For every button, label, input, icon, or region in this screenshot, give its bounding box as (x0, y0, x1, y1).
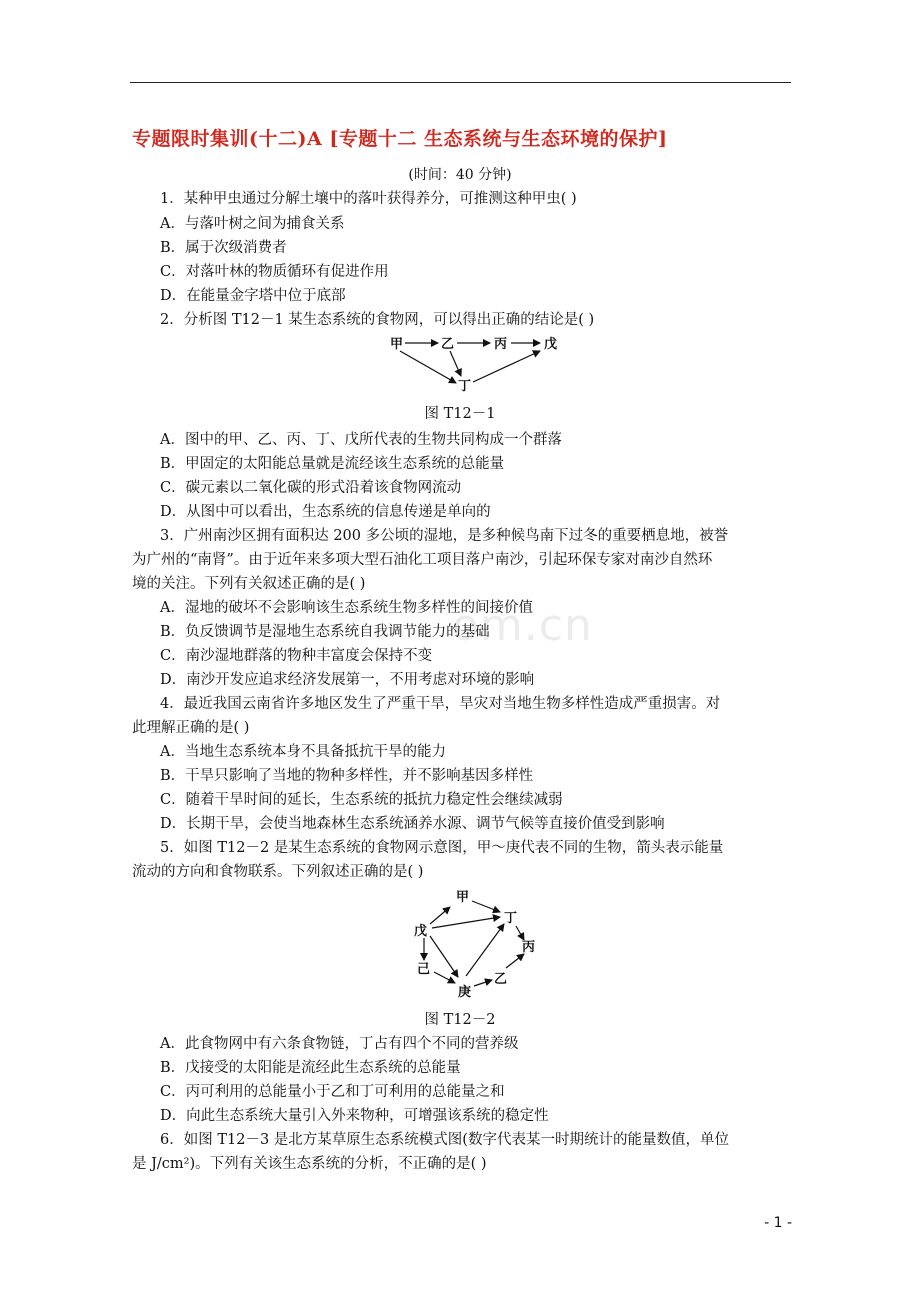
q5-option-d: D．向此生态系统大量引入外来物种，可增强该系统的稳定性 (160, 1108, 549, 1124)
q5-stem-line-2: 流动的方向和食物联系。下列叙述正确的是( ) (132, 864, 424, 880)
arrow-jia-ding (400, 351, 456, 383)
header-rule (130, 82, 791, 83)
q2-option-d: D．从图中可以看出，生态系统的信息传递是单向的 (160, 504, 491, 520)
page-title: 专题限时集训(十二)A [专题十二 生态系统与生态环境的保护] (132, 128, 668, 150)
node2-jia: 甲 (456, 890, 470, 905)
node-wu: 戊 (544, 337, 558, 352)
q3-stem-line-2: 为广州的“南肾”。由于近年来多项大型石油化工项目落户南沙，引起环保专家对南沙自然环 (132, 552, 713, 568)
q3-option-b: B．负反馈调节是湿地生态系统自我调节能力的基础 (160, 624, 490, 640)
q4-option-c: C．随着干旱时间的延长，生态系统的抵抗力稳定性会继续减弱 (160, 792, 563, 808)
q6-stem-line-1: 6．如图 T12－3 是北方某草原生态系统模式图(数字代表某一时期统计的能量数值，单位 (160, 1132, 729, 1148)
q3-option-a: A．湿地的破坏不会影响该生态系统生物多样性的间接价值 (160, 600, 533, 616)
node2-wu: 戊 (414, 924, 428, 939)
node-yi: 乙 (441, 337, 455, 352)
arrow-jia-ding (472, 901, 500, 912)
q2-stem: 2．分析图 T12－1 某生态系统的食物网，可以得出正确的结论是( ) (160, 312, 595, 328)
q4-option-a: A．当地生态系统本身不具备抵抗干旱的能力 (160, 744, 446, 760)
q2-option-c: C．碳元素以二氧化碳的形式沿着该食物网流动 (160, 480, 462, 496)
q4-stem-line-1: 4．最近我国云南省许多地区发生了严重干旱，旱灾对当地生物多样性造成严重损害。对 (160, 696, 721, 712)
q1-option-d: D．在能量金字塔中位于底部 (160, 288, 346, 304)
food-web-figure-1 (380, 328, 570, 394)
arrow-ding-wu (473, 351, 540, 382)
node-bing: 丙 (494, 337, 508, 352)
q3-stem-line-3: 境的关注。下列有关叙述正确的是( ) (132, 576, 366, 592)
node2-ji: 己 (417, 962, 431, 977)
node2-bing: 丙 (522, 940, 536, 955)
arrow-yi-bing (506, 954, 524, 968)
q6-stem-line-2: 是 J/cm²)。下列有关该生态系统的分析，不正确的是( ) (132, 1156, 487, 1172)
node-ding: 丁 (458, 379, 472, 394)
q1-option-c: C．对落叶林的物质循环有促进作用 (160, 264, 389, 280)
arrow-wu-geng (430, 936, 458, 977)
q3-option-c: C．南沙湿地群落的物种丰富度会保持不变 (160, 648, 433, 664)
arrow-wu-jia (430, 907, 450, 924)
arrow-ding-bing (516, 926, 524, 940)
q4-option-b: B．干旱只影响了当地的物种多样性，并不影响基因多样性 (160, 768, 534, 784)
time-limit: (时间：40 分钟) (408, 167, 512, 183)
q3-stem-line-1: 3．广州南沙区拥有面积达 200 多公顷的湿地，是多种候鸟南下过冬的重要栖息地，被誉 (160, 528, 729, 544)
q5-stem-line-1: 5．如图 T12－2 是某生态系统的食物网示意图，甲～庚代表不同的生物，箭头表示能量 (160, 840, 724, 856)
food-web-figure-2 (400, 884, 550, 1002)
q4-stem-line-2: 此理解正确的是( ) (132, 720, 250, 736)
node2-geng: 庚 (458, 985, 472, 1000)
q1-option-a: A．与落叶树之间为捕食关系 (160, 216, 345, 232)
node2-yi: 乙 (494, 972, 508, 987)
q5-option-a: A．此食物网中有六条食物链，丁占有四个不同的营养级 (160, 1036, 519, 1052)
arrow-geng-ding (466, 924, 504, 976)
arrow-yi-ding (450, 351, 461, 376)
watermark: om.cn (452, 600, 593, 651)
q1-stem: 1．某种甲虫通过分解土壤中的落叶获得养分，可推测这种甲虫( ) (160, 191, 577, 207)
q5-option-b: B．戊接受的太阳能是流经此生态系统的总能量 (160, 1060, 461, 1076)
node2-ding: 丁 (504, 911, 518, 926)
q4-option-d: D．长期干旱，会使当地森林生态系统涵养水源、调节气候等直接价值受到影响 (160, 816, 665, 832)
figure-1-caption: 图 T12－1 (424, 406, 496, 422)
q2-option-a: A．图中的甲、乙、丙、丁、戊所代表的生物共同构成一个群落 (160, 432, 562, 448)
q5-option-c: C．丙可利用的总能量小于乙和丁可利用的总能量之和 (160, 1084, 505, 1100)
q3-option-d: D．南沙开发应追求经济发展第一，不用考虑对环境的影响 (160, 672, 535, 688)
arrow-wu-ding (432, 917, 500, 928)
q1-option-b: B．属于次级消费者 (160, 240, 287, 256)
arrow-ji-geng (434, 972, 455, 983)
page-number: - 1 - (764, 1215, 792, 1231)
arrow-geng-yi (474, 980, 492, 986)
figure-2-caption: 图 T12－2 (424, 1012, 496, 1028)
q2-option-b: B．甲固定的太阳能总量就是流经该生态系统的总能量 (160, 456, 505, 472)
node-jia: 甲 (390, 337, 404, 352)
